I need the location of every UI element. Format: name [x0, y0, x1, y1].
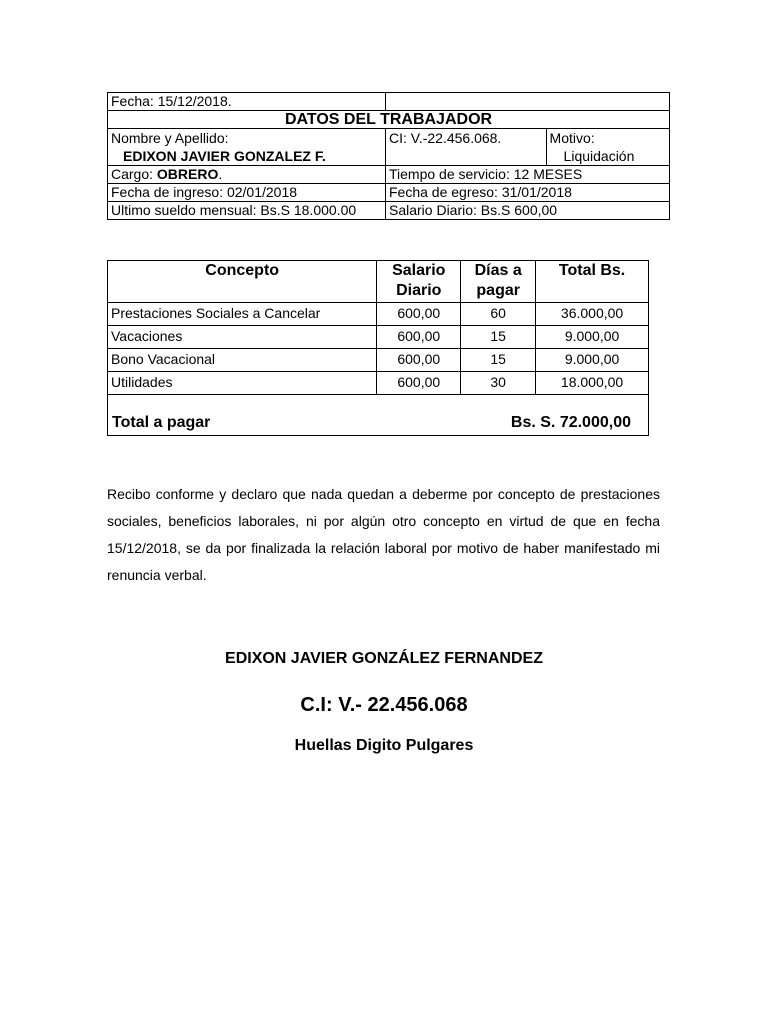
empty-cell — [385, 93, 669, 111]
row-salario: 600,00 — [377, 303, 461, 326]
date-cell: Fecha: 15/12/2018. — [108, 93, 386, 111]
cargo-value: OBRERO — [156, 166, 219, 182]
total-label: Total a pagar — [112, 414, 211, 431]
header-concepto: Concepto — [108, 261, 377, 303]
motivo-label: Motivo: — [549, 130, 595, 146]
row-concepto: Vacaciones — [108, 326, 377, 349]
fecha-ingreso-cell: Fecha de ingreso: 02/01/2018 — [108, 184, 386, 202]
row-total: 36.000,00 — [536, 303, 649, 326]
name-label: Nombre y Apellido: — [111, 130, 229, 146]
title-row — [108, 111, 670, 129]
signature-name: EDIXON JAVIER GONZÁLEZ FERNANDEZ — [225, 650, 543, 667]
salary-row — [108, 202, 670, 220]
table-row — [108, 372, 649, 395]
payment-table — [107, 260, 649, 436]
receipt-paragraph: Recibo conforme y declaro que nada quedan a deberme por concepto de prestaciones sociales, beneficios laborales, ni por algún otro concepto en virtud de que en fecha 15/12/2018, se da por finalizada la relación laboral por motivo de haber manifestado mi renuncia verbal. — [107, 486, 660, 583]
name-row — [108, 129, 670, 166]
tiempo-servicio-cell: Tiempo de servicio: 12 MESES — [385, 166, 669, 184]
row-dias: 15 — [461, 349, 536, 372]
row-concepto: Bono Vacacional — [108, 349, 377, 372]
date-row — [108, 93, 670, 111]
table-row — [108, 326, 649, 349]
motivo-cell — [546, 129, 669, 166]
cargo-cell — [108, 166, 386, 184]
header-dias-line1: Días a — [474, 262, 522, 279]
row-salario: 600,00 — [377, 326, 461, 349]
row-total: 18.000,00 — [536, 372, 649, 395]
header-total: Total Bs. — [536, 261, 649, 303]
ci-cell: CI: V.-22.456.068. — [385, 129, 546, 166]
header-salario-line2: Diario — [396, 282, 442, 299]
header-salario-line1: Salario — [392, 262, 446, 279]
motivo-value: Liquidación — [563, 148, 635, 164]
header-salario — [377, 261, 461, 303]
row-dias: 30 — [461, 372, 536, 395]
worker-data-table — [107, 92, 670, 220]
cargo-label: Cargo: — [111, 166, 157, 182]
total-row — [108, 395, 649, 436]
row-total: 9.000,00 — [536, 349, 649, 372]
ultimo-sueldo-cell: Ultimo sueldo mensual: Bs.S 18.000.00 — [108, 202, 386, 220]
header-dias — [461, 261, 536, 303]
table-row — [108, 303, 649, 326]
worker-section-title: DATOS DEL TRABAJADOR — [108, 111, 670, 129]
signature-ci: C.I: V.- 22.456.068 — [300, 694, 468, 716]
row-total: 9.000,00 — [536, 326, 649, 349]
total-amount: Bs. S. 72.000,00 — [510, 414, 631, 431]
total-cell — [108, 395, 649, 436]
row-salario: 600,00 — [377, 349, 461, 372]
dates-row — [108, 184, 670, 202]
fecha-egreso-cell: Fecha de egreso: 31/01/2018 — [385, 184, 669, 202]
row-dias: 15 — [461, 326, 536, 349]
row-concepto: Prestaciones Sociales a Cancelar — [108, 303, 377, 326]
fingerprints-label: Huellas Digito Pulgares — [294, 737, 474, 754]
payment-header-row — [108, 261, 649, 303]
row-concepto: Utilidades — [108, 372, 377, 395]
row-dias: 60 — [461, 303, 536, 326]
cargo-row — [108, 166, 670, 184]
header-dias-line2: pagar — [476, 282, 520, 299]
name-cell — [108, 129, 386, 166]
salario-diario-cell: Salario Diario: Bs.S 600,00 — [385, 202, 669, 220]
row-salario: 600,00 — [377, 372, 461, 395]
table-row — [108, 349, 649, 372]
name-value: EDIXON JAVIER GONZALEZ F. — [123, 148, 326, 164]
cargo-suffix: . — [218, 166, 223, 182]
